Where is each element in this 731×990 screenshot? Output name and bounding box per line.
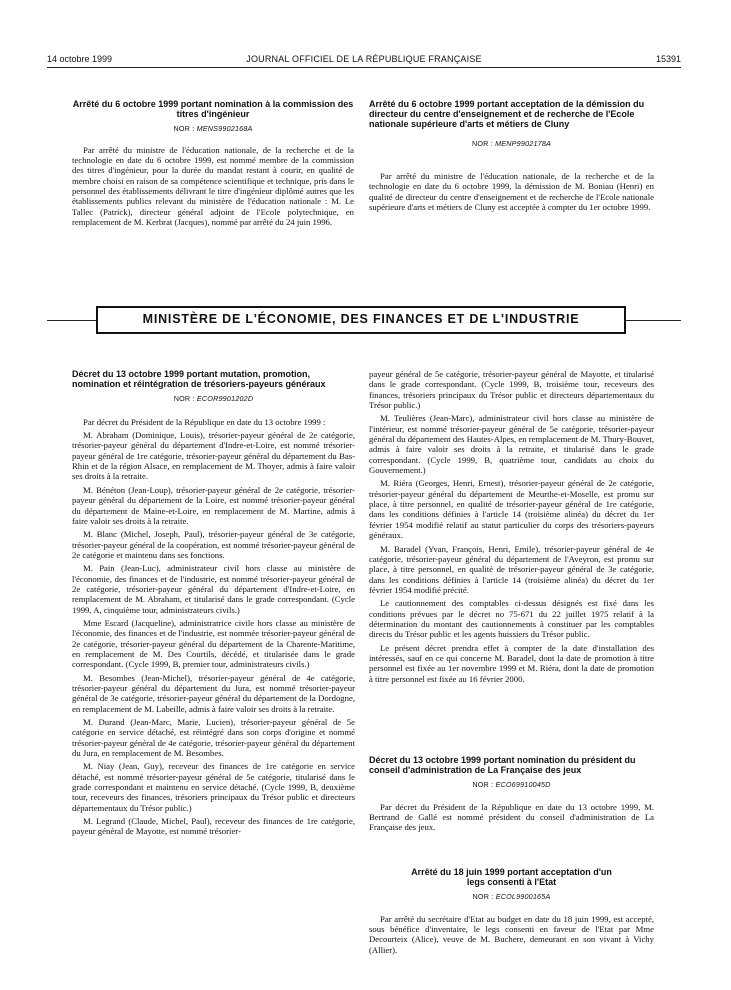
banner-rule-right <box>626 320 681 321</box>
paragraph: payeur général de 5e catégorie, trésorier-payeur général de Mayotte, et titularisé dans le grade correspondant. (Cycle 1999, B, troisième tour, receveurs des finances, trésoriers principaux du Trésor public et directeurs départementaux du Trésor public.) <box>369 369 654 411</box>
paragraph: Par décret du Président de la République en date du 13 octobre 1999 : <box>83 416 326 427</box>
paragraph: M. Legrand (Claude, Michel, Paul), receveur des finances de 1re catégorie, payeur général de Mayotte, est nommé trésorier- <box>72 816 355 837</box>
paragraph: M. Durand (Jean-Marc, Marie, Lucien), trésorier-payeur général de 5e catégorie en service détaché, est réintégré dans son corps d'origine et nommé trésorier-payeur général de 4e catégorie, trésorier-payeur général du département du Jura, en remplacement de M. Besombes. <box>72 717 355 759</box>
paragraph: M. Besombes (Jean-Michel), trésorier-payeur général de 4e catégorie, trésorier-payeur général du département du Jura, est nommé trésorier-payeur général de 3e catégorie, trésorier-payeur général du département de la Dordogne, en remplacement de M. Labeille, admis à faire valoir ses droits à la retraite. <box>72 672 355 714</box>
section-body <box>72 145 354 228</box>
nor-code: ECO69910045D <box>495 780 551 790</box>
section-title: Décret du 13 octobre 1999 portant nomination du président du conseil d'administration de La Française des jeux <box>369 755 636 776</box>
paragraph: Par arrêté du ministre de l'éducation nationale, de la recherche et de la technologie en date du 6 octobre 1999, la démission de M. Boniau (Henri) en qualité de directeur du centre d'enseignement et de recherche de l'Ecole nationale supérieure d'arts et métiers de Cluny est acceptée à compter du 1er octobre 1999. <box>369 170 654 212</box>
nor-reference <box>369 892 654 902</box>
nor-code: ECOL9900165A <box>495 892 551 902</box>
section-decret-tresoriers-payeurs <box>72 369 355 840</box>
section-body <box>369 802 654 833</box>
nor-reference <box>72 124 354 134</box>
nor-code: ECOR9901202D <box>196 394 254 404</box>
nor-label: NOR : <box>173 394 197 404</box>
section-arrete-legs-etat <box>369 867 654 958</box>
page-number: 15391 <box>655 54 681 64</box>
section-title: Arrêté du 6 octobre 1999 portant acceptation de la démission du directeur du centre d'enseignement et de recherche de l'Ecole nationale supérieure d'arts et métiers de Cluny <box>369 99 645 130</box>
paragraph: M. Teulières (Jean-Marc), administrateur civil hors classe au ministère de l'intérieur, est nommé trésorier-payeur général de 5e catégorie, trésorier-payeur général du département des Hautes-Alpes, en remplacement de M. Thury-Bouvet, admis à faire valoir ses droits à la retraite, et titularisé dans le grade correspondant. (Cycle 1999, B, quatrième tour, candidats au choix du Gouvernement.) <box>369 413 654 476</box>
paragraph: Le présent décret prendra effet à compter de la date d'installation des intéressés, sauf en ce qui concerne M. Baradel, dont la date de promotion à titre personnel est fixée au 1er novembre 1999 et M. Riéra, dont la date de promotion à titre personnel est fixée au 16 février 2000. <box>369 642 654 684</box>
section-decret-francaise-des-jeux <box>369 755 654 836</box>
nor-reference <box>369 780 654 790</box>
paragraph: M. Pain (Jean-Luc), administrateur civil hors classe au ministère de l'économie, des finances et de l'industrie, est nommé trésorier-payeur général de 2e catégorie, trésorier-payeur général du département d'Indre-et-Loire, en remplacement de M. Abraham, et titularisé dans le grade correspondant. (Cycle 1999, A, cinquième tour, administrateurs civils.) <box>72 563 355 615</box>
section-arrete-demission-cluny <box>369 99 654 215</box>
section-decret-tresoriers-payeurs-continued <box>369 369 654 687</box>
section-body <box>72 417 355 837</box>
nor-code: MENP9902178A <box>495 138 552 148</box>
nor-reference <box>72 394 355 404</box>
paragraph: Par arrêté du secrétaire d'Etat au budget en date du 18 juin 1999, est accepté, sous bénéfice d'inventaire, le legs consenti en faveur de l'Etat par Mme Decourteix (Alice), veuve de M. Buchere, demeurant en son vivant à Vichy (Allier). <box>369 913 654 955</box>
nor-label: NOR : <box>472 780 496 790</box>
nor-label: NOR : <box>472 892 496 902</box>
paragraph: M. Abraham (Dominique, Louis), trésorier-payeur général de 2e catégorie, trésorier-payeur général du département d'Indre-et-Loire, est nommé trésorier-payeur général de 1re catégorie, trésorier-payeur général du département du Bas-Rhin et de la région Alsace, en remplacement de M. Thoyer, admis à faire valoir ses droits à la retraite. <box>72 430 355 482</box>
paragraph: M. Niay (Jean, Guy), receveur des finances de 1re catégorie en service détaché, est nommé trésorier-payeur général de 5e catégorie, titularisé dans le grade correspondant et maintenu en service détaché. (Cycle 1999, B, deuxième tour, receveurs des finances, trésoriers principaux du Trésor public et directeurs départementaux du Trésor public.) <box>72 761 355 813</box>
section-title: Arrêté du 18 juin 1999 portant acceptation d'un legs consenti à l'Etat <box>411 867 612 888</box>
nor-label: NOR : <box>173 124 197 134</box>
banner-rule-left <box>47 320 96 321</box>
nor-label: NOR : <box>471 138 496 148</box>
paragraph: M. Blanc (Michel, Joseph, Paul), trésorier-payeur général de 3e catégorie, trésorier-payeur général de la coopération, est nommé trésorier-payeur général de 2e catégorie et maintenu dans ses fonctions. <box>72 529 355 560</box>
paragraph: Par décret du Président de la République en date du 13 octobre 1999, M. Bertrand de Gallé est nommé président du conseil d'administration de La Française des jeux. <box>369 801 654 833</box>
ministry-banner: MINISTÈRE DE L'ÉCONOMIE, DES FINANCES ET DE L'INDUSTRIE <box>96 306 626 334</box>
paragraph: M. Riéra (Georges, Henri, Ernest), trésorier-payeur général de 2e catégorie, trésorier-payeur général du département de Meurthe-et-Moselle, est promu sur place, à titre personnel, en qualité de trésorier-payeur général de 1re catégorie, dans les conditions définies à l'article 14 (troisième alinéa) du décret du 1er février 1954 modifié relatif au statut particulier du corps des trésoriers-payeurs généraux. <box>369 478 654 541</box>
section-body <box>369 171 654 212</box>
paragraph: M. Bénéton (Jean-Loup), trésorier-payeur général de 2e catégorie, trésorier-payeur général du département de la Loire, est nommé trésorier-payeur général du département de Maine-et-Loire, en remplacement de M. Martine, admis à faire valoir ses droits à la retraite. <box>72 484 355 526</box>
section-arrete-commission-titres <box>72 99 354 231</box>
journal-title: JOURNAL OFFICIEL DE LA RÉPUBLIQUE FRANÇAISE <box>246 54 482 64</box>
issue-date: 14 octobre 1999 <box>47 54 113 64</box>
paragraph: Par arrêté du ministre de l'éducation nationale, de la recherche et de la technologie en date du 6 octobre 1999, est nommé membre de la commission des titres d'ingénieur, pour la durée du mandat restant à courir, en qualité de membre choisi en raison de sa compétence scientifique et technique, pris dans le personnel des établissements délivrant le titre d'ingénieur diplômé autres que les établissements publics relevant du ministère de l'éducation nationale : M. Le Tallec (Patrick), directeur général adjoint de l'Ecole polytechnique, en remplacement de M. Kerbrat (Jacques), nommé par arrêté du 24 juin 1996. <box>72 144 354 228</box>
section-body <box>369 914 654 955</box>
nor-code: MENS9902168A <box>196 124 253 134</box>
paragraph: Le cautionnement des comptables ci-dessus désignés est fixé dans les conditions prévues par le décret no 75-671 du 22 juillet 1975 relatif à la détermination du montant des cautionnements à constituer par les comptables directs du Trésor public et les agents huissiers du Trésor public. <box>369 598 654 640</box>
header-rule <box>47 67 681 68</box>
running-header <box>47 54 681 68</box>
paragraph: M. Baradel (Yvan, François, Henri, Emile), trésorier-payeur général de 4e catégorie, trésorier-payeur général du département de l'Aveyron, est promu sur place, à titre personnel, en qualité de trésorier-payeur général de 3e catégorie, dans les conditions définies à l'article 14 (troisième alinéa) du décret du 1er février 1954 modifié précité. <box>369 543 654 595</box>
section-title: Décret du 13 octobre 1999 portant mutation, promotion, nomination et réintégration de trésoriers-payeurs généraux <box>72 369 326 390</box>
nor-reference <box>369 139 654 149</box>
paragraph: Mme Escard (Jacqueline), administratrice civile hors classe au ministère de l'économie, des finances et de l'industrie, est nommée trésorier-payeur général de 2e catégorie, trésorier-payeur général du département de la Charente-Maritime, en remplacement de M. Des Courtils, décédé, et titularisée dans le grade correspondant. (Cycle 1999, B, premier tour, administrateurs civils.) <box>72 617 355 670</box>
section-title: Arrêté du 6 octobre 1999 portant nomination à la commission des titres d'ingénieur <box>72 99 354 120</box>
